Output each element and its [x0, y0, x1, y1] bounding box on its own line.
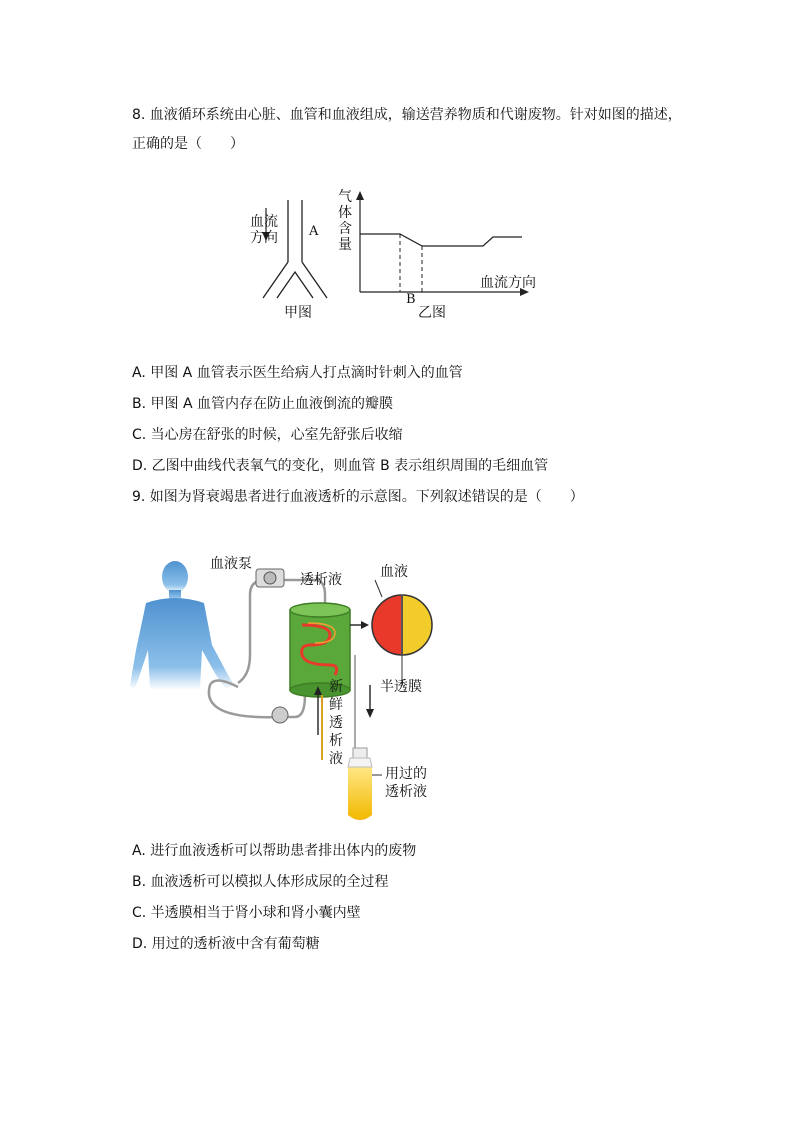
q9-option-d: D. 用过的透析液中含有葡萄糖 — [132, 936, 320, 952]
q9-option-b: B. 血液透析可以模拟人体形成尿的全过程 — [132, 874, 389, 890]
q9-option-c: C. 半透膜相当于肾小球和肾小囊内壁 — [132, 905, 361, 921]
patient-figure — [130, 561, 234, 690]
label-fresh-5: 液 — [329, 751, 343, 767]
q9-line1: 9. 如图为肾衰竭患者进行血液透析的示意图。下列叙述错误的是（ ） — [132, 489, 584, 505]
label-membrane: 半透膜 — [380, 679, 422, 695]
flow-label-1: 血流 — [250, 214, 278, 230]
q8-line2: 正确的是（ ） — [132, 136, 244, 152]
y-label-3: 含 — [338, 221, 352, 237]
label-used-2: 透析液 — [385, 784, 427, 800]
q8-option-b: B. 甲图 A 血管内存在防止血液倒流的瓣膜 — [132, 396, 393, 412]
used-dialysate-bottle-icon — [348, 748, 372, 820]
q8-option-a: A. 甲图 A 血管表示医生给病人打点滴时针刺入的血管 — [132, 365, 463, 381]
q8-line1: 8. 血液循环系统由心脏、血管和血液组成，输送营养物质和代谢废物。针对如图的描述， — [132, 107, 682, 123]
label-blood-pump: 血液泵 — [210, 556, 252, 572]
y-label-1: 气 — [338, 189, 352, 205]
label-dialysate: 透析液 — [300, 572, 342, 588]
label-fresh-3: 透 — [329, 715, 343, 731]
label-fresh-4: 析 — [329, 733, 343, 749]
label-blood: 血液 — [380, 564, 408, 580]
label-fresh-1: 新 — [329, 679, 343, 695]
caption-jia: 甲图 — [284, 305, 312, 321]
flow-label-2: 方向 — [250, 230, 278, 246]
label-fresh-2: 鲜 — [329, 697, 343, 713]
q8-option-c: C. 当心房在舒张的时候，心室先舒张后收缩 — [132, 427, 403, 443]
x-label: 血流方向 — [480, 275, 536, 291]
y-label-4: 量 — [338, 237, 352, 253]
q8-option-d: D. 乙图中曲线代表氧气的变化，则血管 B 表示组织周围的毛细血管 — [132, 458, 549, 474]
blood-pump-icon — [256, 569, 284, 587]
bubble-trap-icon — [272, 707, 288, 723]
y-label-2: 体 — [338, 205, 352, 221]
label-used-1: 用过的 — [385, 766, 427, 782]
vessel-a-label: A — [309, 224, 319, 239]
vessel-b-label: B — [406, 292, 416, 307]
q9-option-a: A. 进行血液透析可以帮助患者排出体内的废物 — [132, 843, 417, 859]
membrane-circle-icon — [372, 595, 432, 655]
caption-yi: 乙图 — [418, 305, 446, 321]
